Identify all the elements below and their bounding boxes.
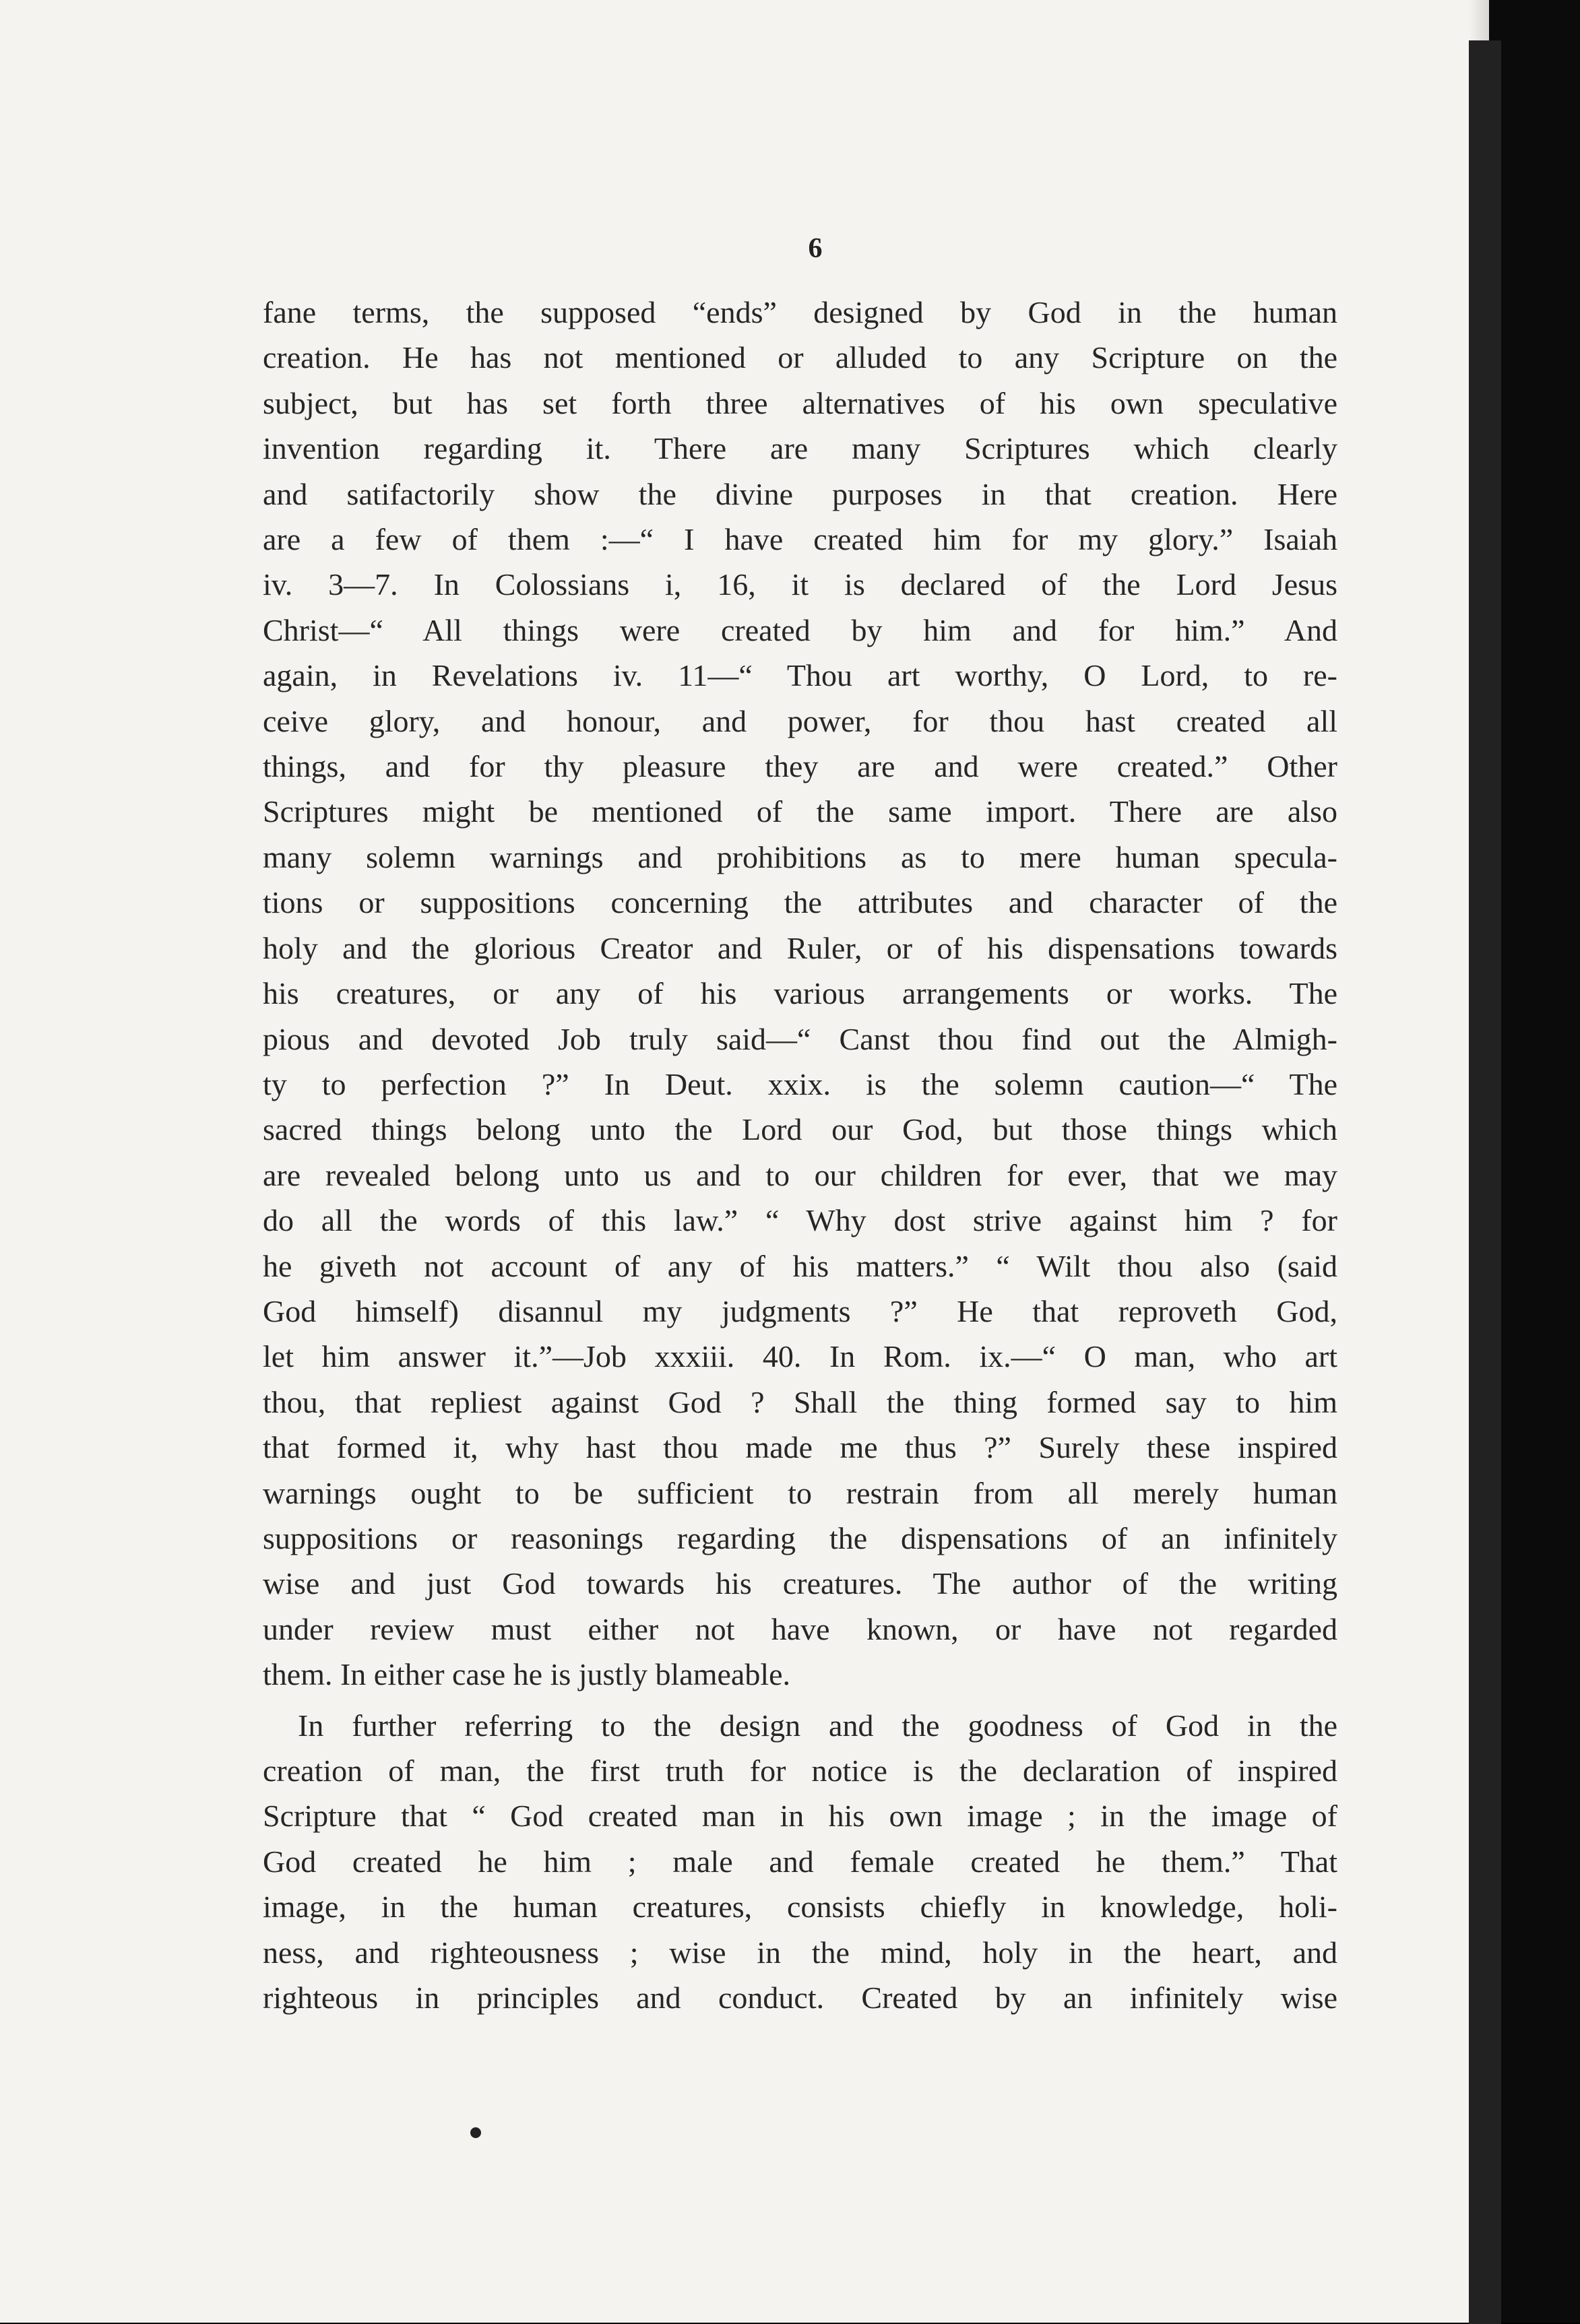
text-line: and satifactorily show the divine purposes in that creation. Here — [263, 476, 1337, 511]
text-line: Scripture that “ God created man in his own image ; in the image of — [263, 1799, 1337, 1834]
text-line: his creatures, or any of his various arrangements or works. The — [263, 976, 1337, 1011]
text-line: wise and just God towards his creatures. The author of the writing — [263, 1566, 1337, 1601]
text-line: thou, that repliest against God ? Shall the thing formed say to him — [263, 1384, 1337, 1419]
text-line: God created he him ; male and female created he them.” That — [263, 1844, 1337, 1879]
text-line: holy and the glorious Creator and Ruler, or of his dispensations towards — [263, 930, 1337, 965]
page-body — [263, 290, 1337, 2020]
text-line: things, and for thy pleasure they are and were created.” Other — [263, 749, 1337, 784]
text-line: suppositions or reasonings regarding the dispensations of an infinitely — [263, 1520, 1337, 1555]
page-edge-shadow — [1469, 40, 1501, 2324]
text-line: image, in the human creatures, consists chiefly in knowledge, holi- — [263, 1890, 1337, 1925]
text-line: warnings ought to be sufficient to restrain from all merely human — [263, 1475, 1337, 1510]
text-line: God himself) disannul my judgments ?” He that reproveth God, — [263, 1293, 1337, 1328]
text-line: creation of man, the first truth for notice is the declaration of inspired — [263, 1753, 1337, 1788]
text-line: many solemn warnings and prohibitions as to mere human specula- — [263, 839, 1337, 874]
text-line: let him answer it.”—Job xxxiii. 40. In Rom. ix.—“ O man, who art — [263, 1339, 1337, 1374]
text-line: subject, but has set forth three alternatives of his own speculative — [263, 385, 1337, 420]
text-line: Scriptures might be mentioned of the same import. There are also — [263, 794, 1337, 829]
text-line: ness, and righteousness ; wise in the mind, holy in the heart, and — [263, 1935, 1337, 1970]
text-line: tions or suppositions concerning the attributes and character of the — [263, 885, 1337, 920]
text-line: do all the words of this law.” “ Why dost strive against him ? for — [263, 1203, 1337, 1238]
text-line: them. In either case he is justly blameable. — [263, 1657, 791, 1692]
text-line: creation. He has not mentioned or alluded to any Scripture on the — [263, 340, 1337, 375]
text-line: are revealed belong unto us and to our children for ever, that we may — [263, 1157, 1337, 1192]
text-line: again, in Revelations iv. 11—“ Thou art worthy, O Lord, to re- — [263, 658, 1337, 693]
text-line: ty to perfection ?” In Deut. xxix. is the solemn caution—“ The — [263, 1066, 1337, 1101]
text-line: sacred things belong unto the Lord our God, but those things which — [263, 1112, 1337, 1147]
text-line: invention regarding it. There are many Scriptures which clearly — [263, 431, 1337, 466]
text-line: fane terms, the supposed “ends” designed by God in the human — [263, 295, 1337, 329]
text-line: that formed it, why hast thou made me thus ?” Surely these inspired — [263, 1430, 1337, 1465]
ink-dot — [470, 2127, 481, 2138]
text-line: are a few of them :—“ I have created him for my glory.” Isaiah — [263, 522, 1337, 557]
text-line: iv. 3—7. In Colossians i, 16, it is declared of the Lord Jesus — [263, 567, 1337, 602]
text-line: pious and devoted Job truly said—“ Canst thou find out the Almigh- — [263, 1021, 1337, 1056]
text-line: righteous in principles and conduct. Created by an infinitely wise — [263, 1980, 1337, 2015]
text-line: ceive glory, and honour, and power, for thou hast created all — [263, 703, 1337, 738]
page-number: 6 — [808, 233, 823, 264]
scan-background-right — [1489, 0, 1580, 2323]
text-line: he giveth not account of any of his matters.” “ Wilt thou also (said — [263, 1248, 1337, 1283]
text-line: Christ—“ All things were created by him and for him.” And — [263, 612, 1337, 647]
paragraph-1 — [263, 290, 1337, 1698]
paragraph-2 — [263, 1703, 1337, 2021]
text-line: In further referring to the design and the goodness of God in the — [298, 1708, 1337, 1743]
text-line: under review must either not have known, or have not regarded — [263, 1611, 1337, 1646]
